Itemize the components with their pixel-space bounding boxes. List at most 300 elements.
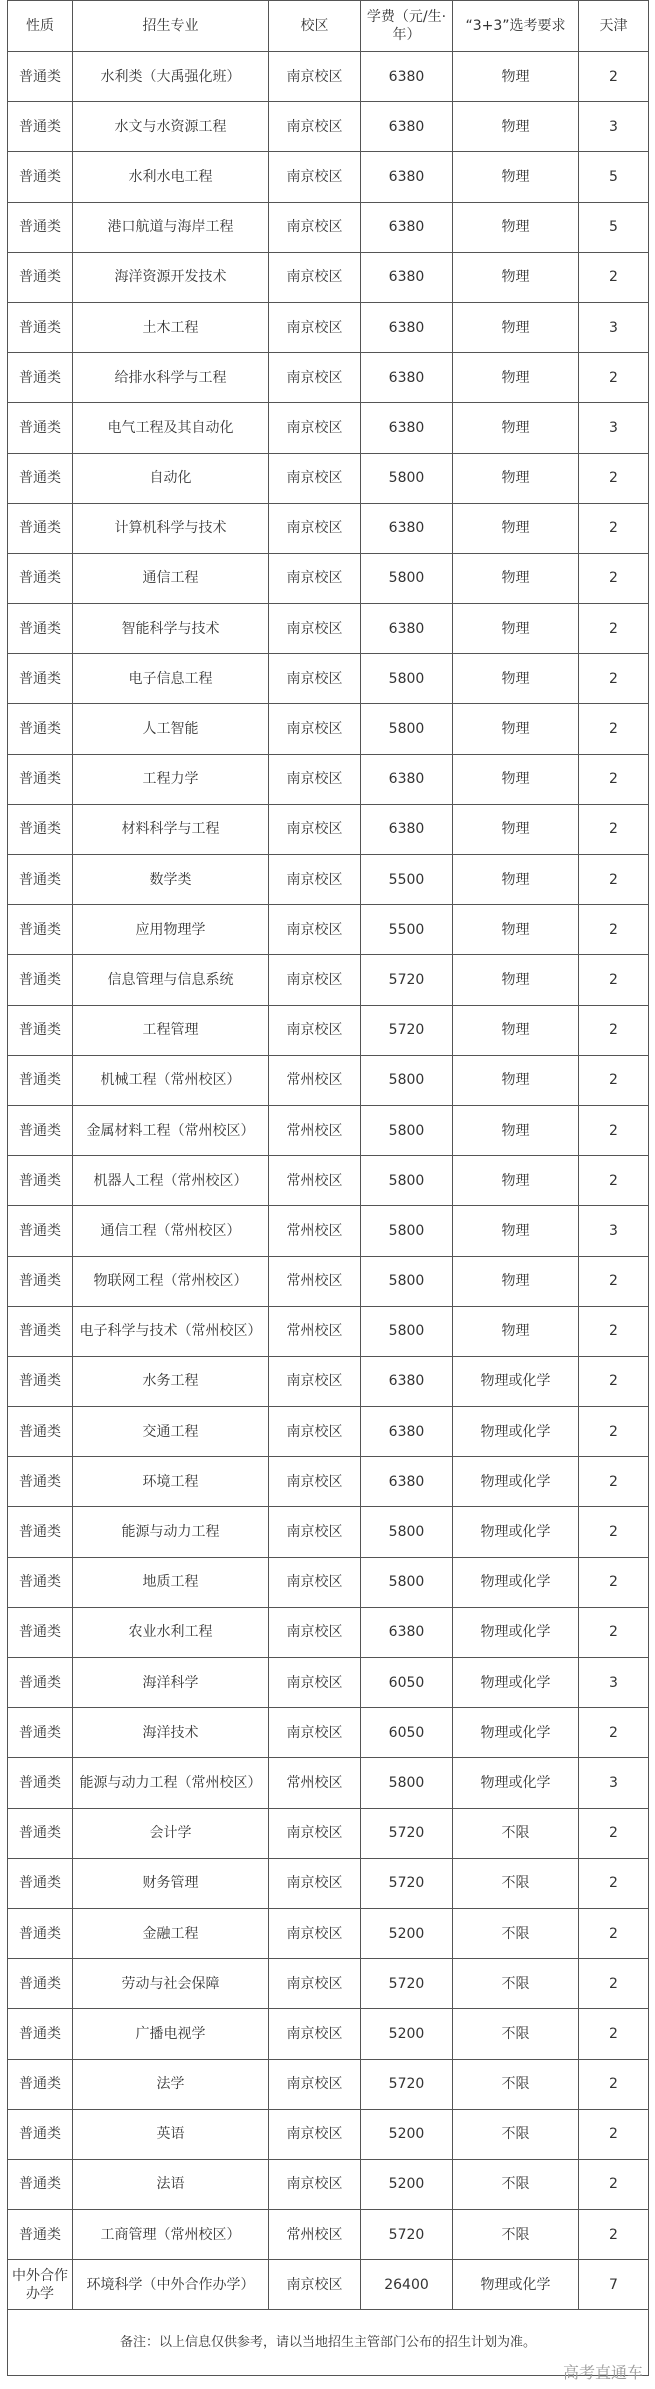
cell-tuition: 5500 xyxy=(361,905,453,955)
cell-major: 电子科学与技术（常州校区） xyxy=(73,1306,269,1356)
cell-campus: 南京校区 xyxy=(269,2109,361,2159)
cell-tianjin: 5 xyxy=(579,152,649,202)
cell-campus: 南京校区 xyxy=(269,403,361,453)
cell-tianjin: 2 xyxy=(579,2210,649,2260)
cell-tuition: 5800 xyxy=(361,654,453,704)
cell-subject-requirement: 不限 xyxy=(453,2059,579,2109)
table-row xyxy=(8,252,649,302)
cell-major: 海洋资源开发技术 xyxy=(73,252,269,302)
cell-campus: 南京校区 xyxy=(269,1708,361,1758)
cell-tuition: 5720 xyxy=(361,1858,453,1908)
table-row xyxy=(8,302,649,352)
cell-campus: 常州校区 xyxy=(269,1306,361,1356)
cell-tuition: 26400 xyxy=(361,2260,453,2310)
cell-campus: 南京校区 xyxy=(269,2260,361,2310)
cell-tianjin: 2 xyxy=(579,2009,649,2059)
cell-tianjin: 2 xyxy=(579,553,649,603)
cell-tianjin: 2 xyxy=(579,453,649,503)
cell-type: 普通类 xyxy=(8,754,73,804)
cell-major: 工程管理 xyxy=(73,1005,269,1055)
cell-major: 物联网工程（常州校区） xyxy=(73,1256,269,1306)
cell-type: 普通类 xyxy=(8,1156,73,1206)
table-row xyxy=(8,1055,649,1105)
cell-subject-requirement: 物理 xyxy=(453,553,579,603)
cell-tianjin: 2 xyxy=(579,353,649,403)
cell-campus: 南京校区 xyxy=(269,604,361,654)
cell-campus: 南京校区 xyxy=(269,905,361,955)
cell-type: 普通类 xyxy=(8,202,73,252)
cell-subject-requirement: 不限 xyxy=(453,1858,579,1908)
table-row xyxy=(8,754,649,804)
cell-tianjin: 2 xyxy=(579,252,649,302)
table-row xyxy=(8,1256,649,1306)
cell-major: 港口航道与海岸工程 xyxy=(73,202,269,252)
cell-campus: 南京校区 xyxy=(269,1507,361,1557)
cell-major: 金融工程 xyxy=(73,1908,269,1958)
cell-major: 人工智能 xyxy=(73,704,269,754)
cell-tianjin: 2 xyxy=(579,704,649,754)
table-row xyxy=(8,1306,649,1356)
cell-tianjin: 3 xyxy=(579,1658,649,1708)
table-row xyxy=(8,855,649,905)
cell-major: 信息管理与信息系统 xyxy=(73,955,269,1005)
cell-type: 普通类 xyxy=(8,1557,73,1607)
cell-type: 普通类 xyxy=(8,152,73,202)
cell-tianjin: 2 xyxy=(579,1708,649,1758)
cell-tuition: 5500 xyxy=(361,855,453,905)
table-row xyxy=(8,1407,649,1457)
cell-major: 金属材料工程（常州校区） xyxy=(73,1105,269,1155)
cell-campus: 南京校区 xyxy=(269,503,361,553)
table-row xyxy=(8,1808,649,1858)
cell-tuition: 5800 xyxy=(361,1256,453,1306)
cell-tianjin: 2 xyxy=(579,1105,649,1155)
cell-major: 环境科学（中外合作办学） xyxy=(73,2260,269,2310)
table-row xyxy=(8,2159,649,2209)
cell-subject-requirement: 物理 xyxy=(453,353,579,403)
cell-subject-requirement: 物理 xyxy=(453,202,579,252)
cell-major: 数学类 xyxy=(73,855,269,905)
cell-type: 普通类 xyxy=(8,52,73,102)
cell-type: 普通类 xyxy=(8,855,73,905)
cell-major: 自动化 xyxy=(73,453,269,503)
cell-type: 普通类 xyxy=(8,453,73,503)
cell-tuition: 6380 xyxy=(361,302,453,352)
cell-tuition: 6380 xyxy=(361,152,453,202)
cell-campus: 常州校区 xyxy=(269,1156,361,1206)
cell-campus: 南京校区 xyxy=(269,654,361,704)
table-row xyxy=(8,1156,649,1206)
cell-type: 普通类 xyxy=(8,1507,73,1557)
cell-campus: 南京校区 xyxy=(269,52,361,102)
cell-tianjin: 7 xyxy=(579,2260,649,2310)
cell-tuition: 5200 xyxy=(361,1908,453,1958)
cell-type: 普通类 xyxy=(8,503,73,553)
cell-tianjin: 2 xyxy=(579,604,649,654)
table-row xyxy=(8,905,649,955)
cell-subject-requirement: 物理或化学 xyxy=(453,1658,579,1708)
table-row xyxy=(8,1206,649,1256)
cell-type: 普通类 xyxy=(8,654,73,704)
cell-tuition: 5800 xyxy=(361,1156,453,1206)
cell-subject-requirement: 物理 xyxy=(453,1256,579,1306)
cell-type: 普通类 xyxy=(8,1206,73,1256)
cell-subject-requirement: 物理 xyxy=(453,604,579,654)
cell-major: 劳动与社会保障 xyxy=(73,1959,269,2009)
table-row xyxy=(8,1356,649,1406)
cell-tianjin: 2 xyxy=(579,1557,649,1607)
cell-type: 普通类 xyxy=(8,302,73,352)
cell-tianjin: 5 xyxy=(579,202,649,252)
cell-major: 法语 xyxy=(73,2159,269,2209)
cell-type: 普通类 xyxy=(8,553,73,603)
enrollment-plan-table xyxy=(7,0,649,2376)
cell-tuition: 6380 xyxy=(361,1457,453,1507)
cell-subject-requirement: 物理或化学 xyxy=(453,1557,579,1607)
cell-type: 普通类 xyxy=(8,1858,73,1908)
cell-tianjin: 2 xyxy=(579,1256,649,1306)
cell-subject-requirement: 物理 xyxy=(453,1306,579,1356)
table-row xyxy=(8,1005,649,1055)
cell-tuition: 6380 xyxy=(361,604,453,654)
table-row xyxy=(8,2210,649,2260)
cell-tianjin: 2 xyxy=(579,2159,649,2209)
cell-type: 普通类 xyxy=(8,1658,73,1708)
cell-tuition: 6380 xyxy=(361,1607,453,1657)
cell-type: 普通类 xyxy=(8,1708,73,1758)
cell-type: 普通类 xyxy=(8,955,73,1005)
table-row xyxy=(8,1858,649,1908)
table-body xyxy=(8,52,649,2376)
cell-tianjin: 2 xyxy=(579,1356,649,1406)
table-row xyxy=(8,1557,649,1607)
cell-subject-requirement: 不限 xyxy=(453,2159,579,2209)
cell-campus: 南京校区 xyxy=(269,353,361,403)
cell-major: 广播电视学 xyxy=(73,2009,269,2059)
cell-type: 普通类 xyxy=(8,2109,73,2159)
cell-subject-requirement: 物理 xyxy=(453,52,579,102)
cell-campus: 南京校区 xyxy=(269,1457,361,1507)
cell-major: 电子信息工程 xyxy=(73,654,269,704)
cell-type: 普通类 xyxy=(8,2009,73,2059)
table-header-row xyxy=(8,1,649,52)
cell-type: 中外合作办学 xyxy=(8,2260,73,2310)
table-row xyxy=(8,604,649,654)
cell-tianjin: 2 xyxy=(579,1156,649,1206)
cell-type: 普通类 xyxy=(8,1607,73,1657)
cell-major: 给排水科学与工程 xyxy=(73,353,269,403)
table-row xyxy=(8,1658,649,1708)
cell-tianjin: 2 xyxy=(579,1457,649,1507)
cell-campus: 南京校区 xyxy=(269,453,361,503)
cell-tianjin: 2 xyxy=(579,1959,649,2009)
cell-major: 英语 xyxy=(73,2109,269,2159)
cell-campus: 南京校区 xyxy=(269,553,361,603)
cell-tuition: 5800 xyxy=(361,1105,453,1155)
cell-campus: 常州校区 xyxy=(269,1206,361,1256)
cell-subject-requirement: 物理或化学 xyxy=(453,1507,579,1557)
cell-tuition: 6380 xyxy=(361,353,453,403)
cell-major: 材料科学与工程 xyxy=(73,804,269,854)
table-row xyxy=(8,704,649,754)
cell-tuition: 6380 xyxy=(361,52,453,102)
cell-tuition: 5720 xyxy=(361,1005,453,1055)
cell-subject-requirement: 物理 xyxy=(453,1206,579,1256)
cell-campus: 南京校区 xyxy=(269,1858,361,1908)
cell-campus: 南京校区 xyxy=(269,754,361,804)
cell-subject-requirement: 物理 xyxy=(453,1105,579,1155)
cell-major: 交通工程 xyxy=(73,1407,269,1457)
cell-type: 普通类 xyxy=(8,1908,73,1958)
cell-type: 普通类 xyxy=(8,2210,73,2260)
table-row xyxy=(8,52,649,102)
cell-subject-requirement: 物理或化学 xyxy=(453,1356,579,1406)
cell-subject-requirement: 物理 xyxy=(453,804,579,854)
cell-subject-requirement: 物理 xyxy=(453,704,579,754)
cell-subject-requirement: 物理或化学 xyxy=(453,1457,579,1507)
cell-tianjin: 2 xyxy=(579,905,649,955)
watermark: 高考直通车 xyxy=(562,2363,643,2382)
table-note-row xyxy=(8,2310,649,2376)
cell-major: 智能科学与技术 xyxy=(73,604,269,654)
table-row xyxy=(8,1507,649,1557)
cell-campus: 南京校区 xyxy=(269,1658,361,1708)
cell-major: 电气工程及其自动化 xyxy=(73,403,269,453)
cell-type: 普通类 xyxy=(8,353,73,403)
cell-major: 海洋技术 xyxy=(73,1708,269,1758)
cell-tuition: 6380 xyxy=(361,252,453,302)
table-row xyxy=(8,403,649,453)
cell-major: 机器人工程（常州校区） xyxy=(73,1156,269,1206)
cell-campus: 南京校区 xyxy=(269,1959,361,2009)
cell-tianjin: 2 xyxy=(579,52,649,102)
cell-subject-requirement: 不限 xyxy=(453,1908,579,1958)
header-major: 招生专业 xyxy=(73,1,269,52)
header-campus: 校区 xyxy=(269,1,361,52)
cell-major: 地质工程 xyxy=(73,1557,269,1607)
cell-tianjin: 3 xyxy=(579,1758,649,1808)
cell-tianjin: 2 xyxy=(579,1005,649,1055)
cell-type: 普通类 xyxy=(8,604,73,654)
cell-major: 会计学 xyxy=(73,1808,269,1858)
table-row xyxy=(8,503,649,553)
cell-major: 水利水电工程 xyxy=(73,152,269,202)
cell-tuition: 5800 xyxy=(361,1557,453,1607)
cell-major: 通信工程（常州校区） xyxy=(73,1206,269,1256)
cell-type: 普通类 xyxy=(8,1457,73,1507)
cell-tuition: 5800 xyxy=(361,1306,453,1356)
cell-type: 普通类 xyxy=(8,252,73,302)
cell-tianjin: 2 xyxy=(579,1908,649,1958)
cell-tuition: 5720 xyxy=(361,1959,453,2009)
cell-type: 普通类 xyxy=(8,2059,73,2109)
cell-major: 应用物理学 xyxy=(73,905,269,955)
cell-subject-requirement: 不限 xyxy=(453,1808,579,1858)
cell-subject-requirement: 物理 xyxy=(453,955,579,1005)
table-row xyxy=(8,1105,649,1155)
cell-tuition: 5720 xyxy=(361,1808,453,1858)
cell-major: 能源与动力工程 xyxy=(73,1507,269,1557)
cell-tianjin: 2 xyxy=(579,1507,649,1557)
cell-tianjin: 2 xyxy=(579,955,649,1005)
cell-campus: 常州校区 xyxy=(269,2210,361,2260)
cell-campus: 常州校区 xyxy=(269,1055,361,1105)
cell-tuition: 6380 xyxy=(361,102,453,152)
cell-tuition: 5800 xyxy=(361,553,453,603)
cell-major: 海洋科学 xyxy=(73,1658,269,1708)
cell-tuition: 6380 xyxy=(361,1356,453,1406)
cell-tuition: 6380 xyxy=(361,403,453,453)
cell-campus: 南京校区 xyxy=(269,252,361,302)
cell-type: 普通类 xyxy=(8,704,73,754)
cell-tianjin: 2 xyxy=(579,1407,649,1457)
table-row xyxy=(8,102,649,152)
cell-campus: 南京校区 xyxy=(269,955,361,1005)
cell-subject-requirement: 物理或化学 xyxy=(453,1708,579,1758)
cell-campus: 南京校区 xyxy=(269,2059,361,2109)
cell-campus: 南京校区 xyxy=(269,1356,361,1406)
table-row xyxy=(8,1758,649,1808)
cell-campus: 南京校区 xyxy=(269,1557,361,1607)
header-tuition: 学费（元/生·年） xyxy=(361,1,453,52)
table-row xyxy=(8,453,649,503)
cell-tuition: 5200 xyxy=(361,2109,453,2159)
cell-tuition: 6050 xyxy=(361,1658,453,1708)
table-note: 备注：以上信息仅供参考，请以当地招生主管部门公布的招生计划为准。 xyxy=(8,2310,649,2376)
cell-major: 能源与动力工程（常州校区） xyxy=(73,1758,269,1808)
cell-type: 普通类 xyxy=(8,1256,73,1306)
cell-type: 普通类 xyxy=(8,1055,73,1105)
cell-major: 工程力学 xyxy=(73,754,269,804)
cell-major: 土木工程 xyxy=(73,302,269,352)
cell-subject-requirement: 物理或化学 xyxy=(453,1607,579,1657)
cell-subject-requirement: 物理 xyxy=(453,1156,579,1206)
cell-campus: 南京校区 xyxy=(269,1005,361,1055)
cell-campus: 南京校区 xyxy=(269,1908,361,1958)
cell-type: 普通类 xyxy=(8,905,73,955)
cell-subject-requirement: 物理 xyxy=(453,403,579,453)
cell-tuition: 5800 xyxy=(361,453,453,503)
cell-subject-requirement: 物理 xyxy=(453,1005,579,1055)
table-row xyxy=(8,2009,649,2059)
cell-tuition: 5720 xyxy=(361,955,453,1005)
cell-subject-requirement: 物理 xyxy=(453,905,579,955)
cell-major: 财务管理 xyxy=(73,1858,269,1908)
cell-campus: 常州校区 xyxy=(269,1758,361,1808)
table-row xyxy=(8,2059,649,2109)
cell-tuition: 5720 xyxy=(361,2210,453,2260)
cell-campus: 常州校区 xyxy=(269,1105,361,1155)
cell-tuition: 5200 xyxy=(361,2159,453,2209)
cell-type: 普通类 xyxy=(8,804,73,854)
cell-subject-requirement: 物理或化学 xyxy=(453,1407,579,1457)
cell-subject-requirement: 物理 xyxy=(453,302,579,352)
cell-campus: 南京校区 xyxy=(269,1407,361,1457)
cell-type: 普通类 xyxy=(8,403,73,453)
cell-major: 计算机科学与技术 xyxy=(73,503,269,553)
cell-subject-requirement: 物理 xyxy=(453,503,579,553)
table-row xyxy=(8,2260,649,2310)
table-row xyxy=(8,553,649,603)
cell-campus: 南京校区 xyxy=(269,152,361,202)
table-row xyxy=(8,1457,649,1507)
table-row xyxy=(8,1959,649,2009)
table-row xyxy=(8,1908,649,1958)
header-subject-requirement: “3+3”选考要求 xyxy=(453,1,579,52)
table-row xyxy=(8,1708,649,1758)
cell-major: 水务工程 xyxy=(73,1356,269,1406)
table-row xyxy=(8,202,649,252)
cell-tianjin: 2 xyxy=(579,1055,649,1105)
cell-major: 农业水利工程 xyxy=(73,1607,269,1657)
cell-tianjin: 2 xyxy=(579,754,649,804)
table-row xyxy=(8,804,649,854)
cell-major: 水利类（大禹强化班） xyxy=(73,52,269,102)
cell-campus: 常州校区 xyxy=(269,1256,361,1306)
table-row xyxy=(8,2109,649,2159)
cell-tuition: 6050 xyxy=(361,1708,453,1758)
cell-tianjin: 3 xyxy=(579,302,649,352)
cell-tuition: 5800 xyxy=(361,1206,453,1256)
cell-tuition: 6380 xyxy=(361,202,453,252)
cell-major: 机械工程（常州校区） xyxy=(73,1055,269,1105)
table-row xyxy=(8,152,649,202)
cell-type: 普通类 xyxy=(8,1808,73,1858)
cell-subject-requirement: 物理 xyxy=(453,252,579,302)
cell-tuition: 6380 xyxy=(361,1407,453,1457)
cell-tuition: 5800 xyxy=(361,1758,453,1808)
cell-campus: 南京校区 xyxy=(269,2159,361,2209)
cell-tianjin: 2 xyxy=(579,2059,649,2109)
cell-subject-requirement: 物理或化学 xyxy=(453,2260,579,2310)
cell-tianjin: 2 xyxy=(579,1808,649,1858)
cell-tuition: 6380 xyxy=(361,804,453,854)
cell-type: 普通类 xyxy=(8,1959,73,2009)
cell-campus: 南京校区 xyxy=(269,102,361,152)
cell-type: 普通类 xyxy=(8,1306,73,1356)
cell-tianjin: 2 xyxy=(579,855,649,905)
cell-subject-requirement: 物理或化学 xyxy=(453,1758,579,1808)
cell-tianjin: 2 xyxy=(579,1306,649,1356)
cell-subject-requirement: 物理 xyxy=(453,654,579,704)
cell-tianjin: 2 xyxy=(579,2109,649,2159)
table-row xyxy=(8,955,649,1005)
cell-tuition: 5800 xyxy=(361,704,453,754)
cell-campus: 南京校区 xyxy=(269,302,361,352)
cell-subject-requirement: 物理 xyxy=(453,152,579,202)
cell-campus: 南京校区 xyxy=(269,202,361,252)
cell-tianjin: 2 xyxy=(579,804,649,854)
cell-major: 水文与水资源工程 xyxy=(73,102,269,152)
cell-campus: 南京校区 xyxy=(269,1808,361,1858)
cell-tuition: 5800 xyxy=(361,1507,453,1557)
cell-tianjin: 2 xyxy=(579,1607,649,1657)
cell-subject-requirement: 物理 xyxy=(453,102,579,152)
cell-major: 法学 xyxy=(73,2059,269,2109)
cell-tianjin: 3 xyxy=(579,403,649,453)
header-tianjin: 天津 xyxy=(579,1,649,52)
cell-type: 普通类 xyxy=(8,1407,73,1457)
cell-tianjin: 3 xyxy=(579,102,649,152)
cell-type: 普通类 xyxy=(8,2159,73,2209)
cell-tianjin: 2 xyxy=(579,1858,649,1908)
cell-subject-requirement: 不限 xyxy=(453,2109,579,2159)
cell-tianjin: 2 xyxy=(579,503,649,553)
cell-campus: 南京校区 xyxy=(269,2009,361,2059)
cell-major: 工商管理（常州校区） xyxy=(73,2210,269,2260)
cell-subject-requirement: 物理 xyxy=(453,453,579,503)
cell-tuition: 6380 xyxy=(361,503,453,553)
